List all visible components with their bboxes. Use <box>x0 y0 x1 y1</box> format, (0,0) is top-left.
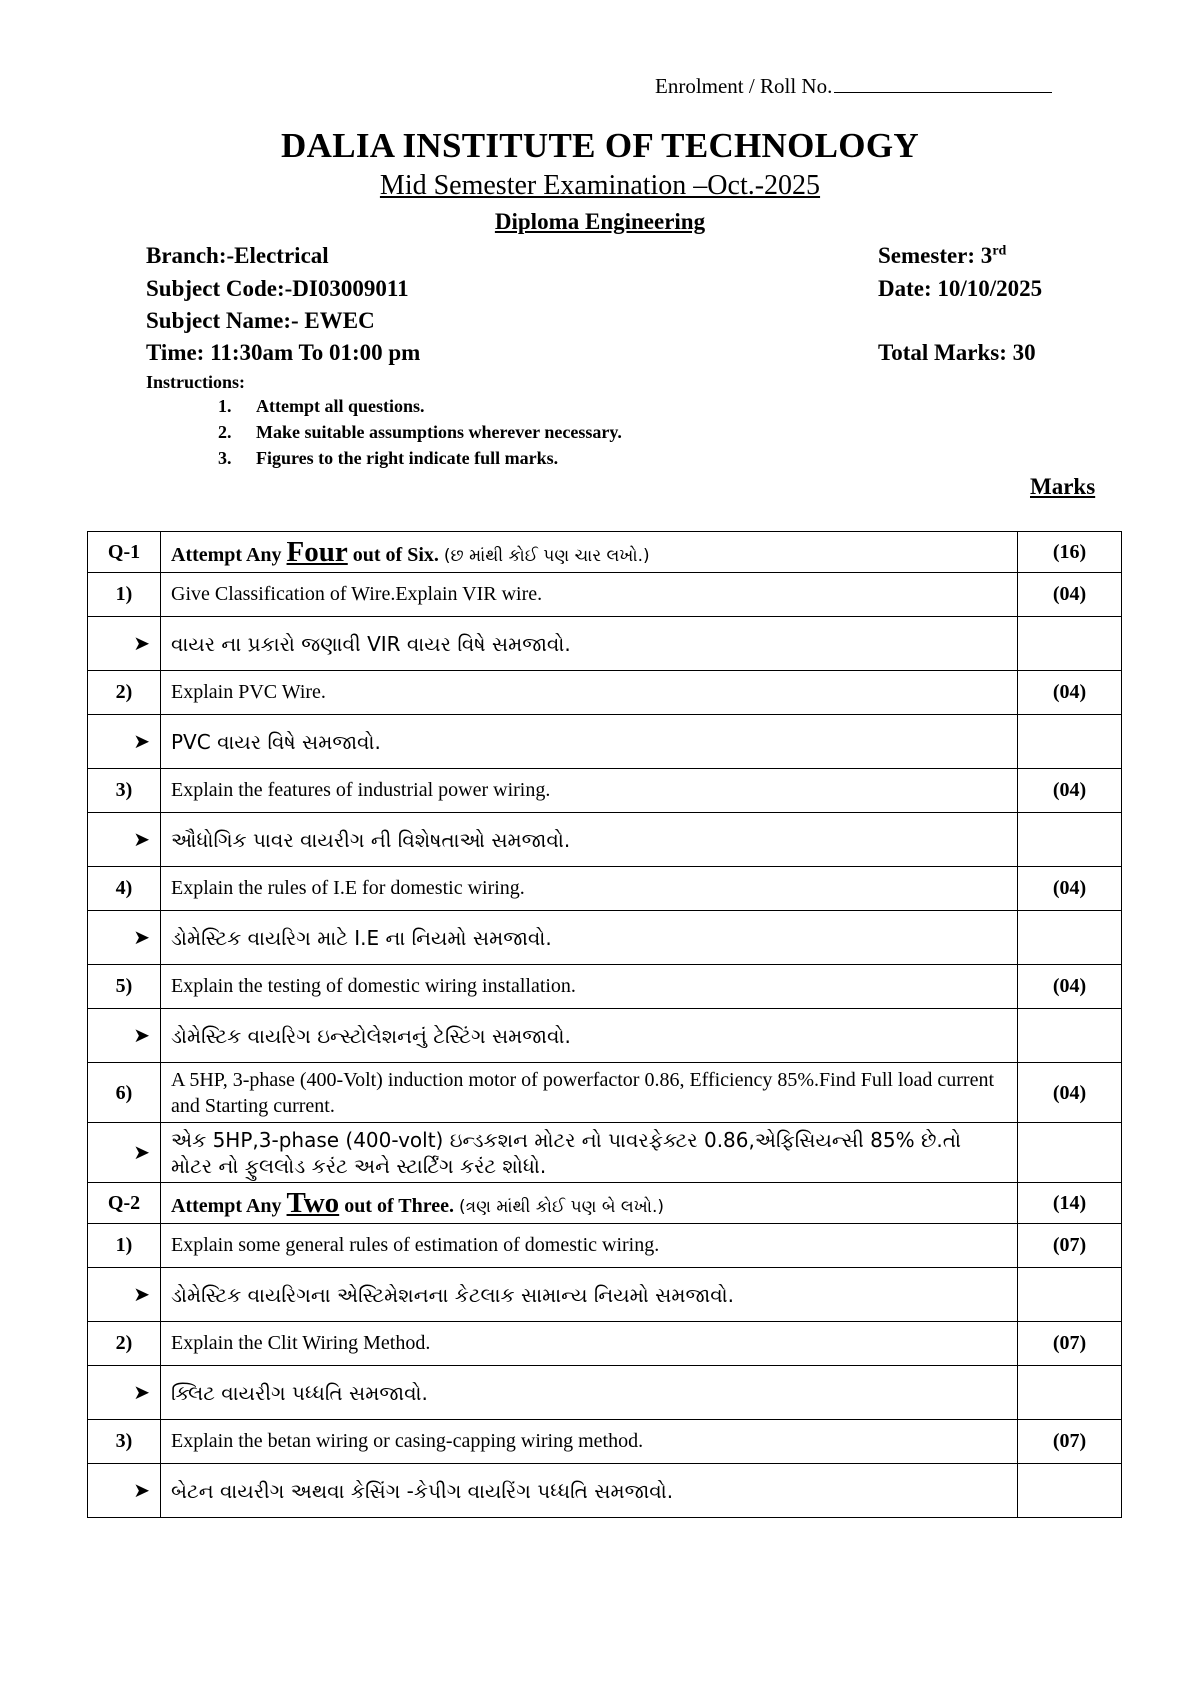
question-translation-row <box>88 715 1122 769</box>
instruction-number: 1. <box>218 396 232 416</box>
question-gujarati: બેટન વાયરીગ અથવા કેસિંગ -કેપીગ વાયરિંગ પધ્ધતિ સમજાવો. <box>161 1464 1018 1518</box>
question-marks: (04) <box>1018 671 1122 715</box>
subject-name: Subject Name:- EWEC <box>146 308 375 333</box>
question-marks: (04) <box>1018 573 1122 617</box>
question-translation-row <box>88 1123 1122 1183</box>
question-translation-row <box>88 1366 1122 1420</box>
branch: Branch:-Electrical <box>146 243 329 268</box>
section-count: Two <box>286 1186 340 1219</box>
question-text: Explain the betan wiring or casing-capping wiring method. <box>161 1420 1018 1464</box>
arrow-bullet-icon: ➤ <box>88 1009 161 1063</box>
arrow-bullet-icon: ➤ <box>88 813 161 867</box>
empty-marks-cell <box>1018 813 1122 867</box>
question-table <box>87 531 1122 1518</box>
semester-suffix: rd <box>992 243 1007 259</box>
enrolment-blank-line <box>834 74 1052 93</box>
program-name: Diploma Engineering <box>494 209 706 234</box>
instruction-item <box>218 422 622 448</box>
question-text: A 5HP, 3-phase (400-Volt) induction motor of powerfactor 0.86, Efficiency 85%.Find Full load current and Starting current. <box>161 1063 1018 1123</box>
exam-time: Time: 11:30am To 01:00 pm <box>146 340 421 365</box>
question-row <box>88 1420 1122 1464</box>
question-row <box>88 965 1122 1009</box>
section-pre: Attempt Any <box>171 1194 287 1217</box>
question-marks: (07) <box>1018 1322 1122 1366</box>
question-gujarati: ડોમેસ્ટિક વાયરિગના એસ્ટિમેશનના કેટલાક સામાન્ય નિયમો સમજાવો. <box>161 1268 1018 1322</box>
instruction-item <box>218 448 622 474</box>
semester <box>878 243 1006 269</box>
instructions-title: Instructions: <box>146 372 246 392</box>
question-translation-row <box>88 911 1122 965</box>
question-gujarati: ડોમેસ્ટિક વાયરિગ ઇન્સ્ટોલેશનનું ટેસ્ટિંગ સમજાવો. <box>161 1009 1018 1063</box>
section-gujarati: (ત્રણ માંથી કોઈ પણ બે લખો.) <box>459 1196 665 1217</box>
question-number: 2) <box>88 671 161 715</box>
section-marks: (14) <box>1018 1183 1122 1224</box>
question-marks: (04) <box>1018 769 1122 813</box>
question-text: Explain PVC Wire. <box>161 671 1018 715</box>
question-number: 5) <box>88 965 161 1009</box>
total-marks: Total Marks: 30 <box>878 340 1036 365</box>
instruction-text: Make suitable assumptions wherever necessary. <box>256 422 622 442</box>
arrow-bullet-icon: ➤ <box>88 911 161 965</box>
instructions-list <box>218 396 622 474</box>
question-number: 1) <box>88 573 161 617</box>
question-text: Explain some general rules of estimation of domestic wiring. <box>161 1224 1018 1268</box>
question-row <box>88 1063 1122 1123</box>
arrow-bullet-icon: ➤ <box>88 1464 161 1518</box>
instruction-number: 3. <box>218 448 232 468</box>
section-label: Q-2 <box>88 1183 161 1224</box>
question-gujarati: ઔધોગિક પાવર વાયરીગ ની વિશેષતાઓ સમજાવો. <box>161 813 1018 867</box>
empty-marks-cell <box>1018 1268 1122 1322</box>
question-translation-row <box>88 1464 1122 1518</box>
question-row <box>88 573 1122 617</box>
semester-label: Semester: 3 <box>878 243 993 268</box>
section-header-q1 <box>88 532 1122 573</box>
section-label: Q-1 <box>88 532 161 573</box>
question-gujarati: ડોમેસ્ટિક વાયરિગ માટે I.E ના નિયમો સમજાવો. <box>161 911 1018 965</box>
question-number: 4) <box>88 867 161 911</box>
section-instruction <box>161 532 1018 573</box>
question-marks: (04) <box>1018 1063 1122 1123</box>
exam-date: Date: 10/10/2025 <box>878 276 1043 301</box>
section-header-q2 <box>88 1183 1122 1224</box>
question-translation-row <box>88 1268 1122 1322</box>
section-count: Four <box>286 535 348 568</box>
question-number: 1) <box>88 1224 161 1268</box>
empty-marks-cell <box>1018 1464 1122 1518</box>
enrolment-label: Enrolment / Roll No. <box>655 74 833 98</box>
empty-marks-cell <box>1018 1366 1122 1420</box>
question-marks: (04) <box>1018 965 1122 1009</box>
section-post: out of Three. <box>339 1194 455 1217</box>
question-row <box>88 1322 1122 1366</box>
question-text: Give Classification of Wire.Explain VIR wire. <box>161 573 1018 617</box>
question-gujarati: વાયર ના પ્રકારો જણાવી VIR વાયર વિષે સમજાવો. <box>161 617 1018 671</box>
empty-marks-cell <box>1018 617 1122 671</box>
question-marks: (07) <box>1018 1224 1122 1268</box>
question-number: 3) <box>88 769 161 813</box>
question-translation-row <box>88 1009 1122 1063</box>
question-number: 2) <box>88 1322 161 1366</box>
question-gujarati: ક્લિટ વાયરીગ પધ્ધતિ સમજાવો. <box>161 1366 1018 1420</box>
arrow-bullet-icon: ➤ <box>88 1366 161 1420</box>
instruction-item <box>218 396 622 422</box>
question-text: Explain the rules of I.E for domestic wiring. <box>161 867 1018 911</box>
question-marks: (07) <box>1018 1420 1122 1464</box>
exam-title: Mid Semester Examination –Oct.-2025 <box>379 170 821 201</box>
instruction-text: Attempt all questions. <box>256 396 425 416</box>
question-text: Explain the testing of domestic wiring installation. <box>161 965 1018 1009</box>
arrow-bullet-icon: ➤ <box>88 1268 161 1322</box>
question-row <box>88 867 1122 911</box>
question-gujarati: PVC વાયર વિષે સમજાવો. <box>161 715 1018 769</box>
question-translation-row <box>88 813 1122 867</box>
instruction-text: Figures to the right indicate full marks. <box>256 448 559 468</box>
question-text: Explain the features of industrial power wiring. <box>161 769 1018 813</box>
question-marks: (04) <box>1018 867 1122 911</box>
arrow-bullet-icon: ➤ <box>88 617 161 671</box>
question-translation-row <box>88 617 1122 671</box>
empty-marks-cell <box>1018 1123 1122 1183</box>
question-number: 6) <box>88 1063 161 1123</box>
question-text: Explain the Clit Wiring Method. <box>161 1322 1018 1366</box>
instruction-number: 2. <box>218 422 232 442</box>
question-gujarati: એક 5HP,3-phase (400-volt) ઇન્ડકશન મોટર નો પાવરફેક્ટર 0.86,એફિસિયન્સી 85% છે.તો મોટર નો ફુલલોડ કરંટ અને સ્ટાર્ટિંગ કરંટ શોધો. <box>161 1123 1018 1183</box>
section-marks: (16) <box>1018 532 1122 573</box>
arrow-bullet-icon: ➤ <box>88 715 161 769</box>
empty-marks-cell <box>1018 911 1122 965</box>
section-pre: Attempt Any <box>171 543 287 566</box>
empty-marks-cell <box>1018 1009 1122 1063</box>
subject-code: Subject Code:-DI03009011 <box>146 276 409 301</box>
section-post: out of Six. <box>347 543 439 566</box>
institute-name: DALIA INSTITUTE OF TECHNOLOGY <box>281 126 919 165</box>
question-number: 3) <box>88 1420 161 1464</box>
section-gujarati: (છ માંથી કોઈ પણ ચાર લખો.) <box>443 545 650 566</box>
question-row <box>88 1224 1122 1268</box>
section-instruction <box>161 1183 1018 1224</box>
question-row <box>88 769 1122 813</box>
enrolment-roll-field <box>655 74 1052 99</box>
marks-column-heading: Marks <box>1030 474 1096 499</box>
question-row <box>88 671 1122 715</box>
empty-marks-cell <box>1018 715 1122 769</box>
arrow-bullet-icon: ➤ <box>88 1123 161 1183</box>
